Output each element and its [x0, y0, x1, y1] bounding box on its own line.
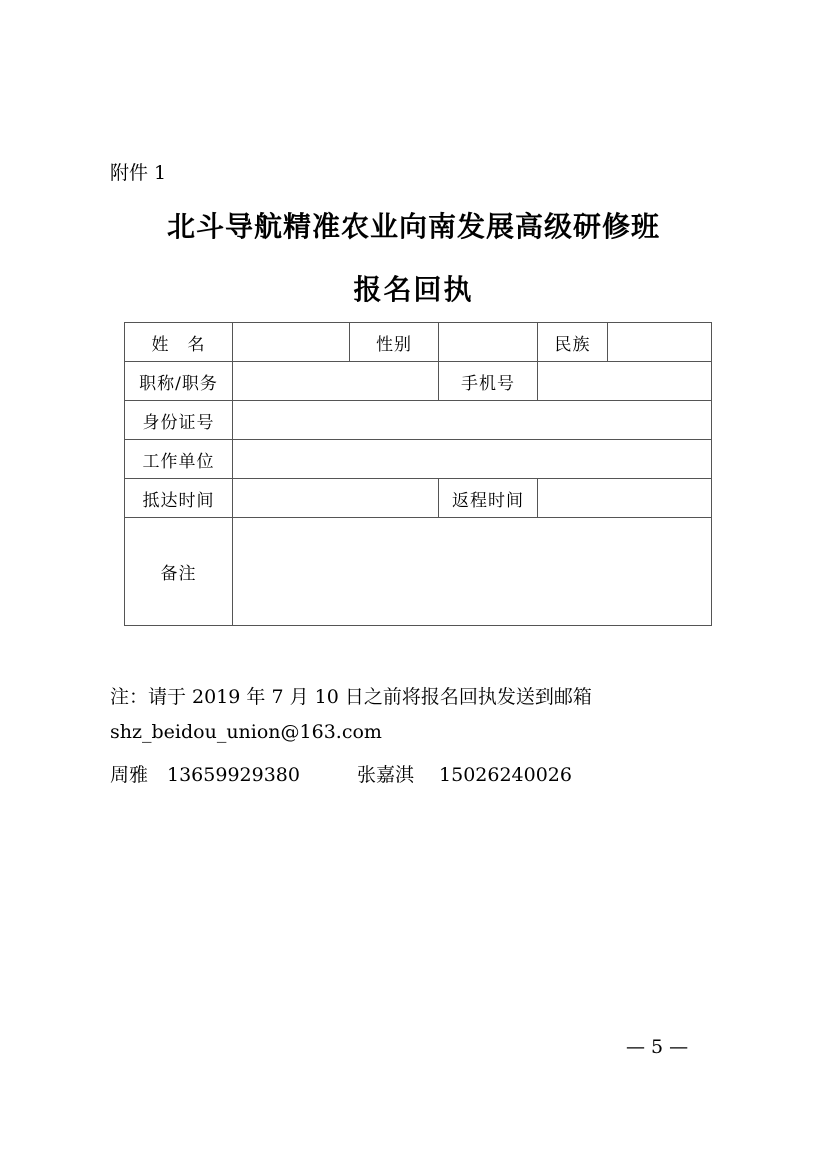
- arrival-field[interactable]: [233, 479, 439, 518]
- form-row-employer: [125, 440, 712, 479]
- registration-form: [124, 322, 712, 626]
- return-label: 返程时间: [439, 479, 538, 518]
- phone-field[interactable]: [538, 362, 712, 401]
- name-label: 姓 名: [125, 323, 233, 362]
- form-row-name: [125, 323, 712, 362]
- phone-label: 手机号: [439, 362, 538, 401]
- title-field[interactable]: [233, 362, 439, 401]
- ethnicity-label: 民族: [538, 323, 608, 362]
- return-field[interactable]: [538, 479, 712, 518]
- ethnicity-field[interactable]: [608, 323, 712, 362]
- form-row-id: [125, 401, 712, 440]
- id-field[interactable]: [233, 401, 712, 440]
- note-deadline: 注：请于 2019 年 7 月 10 日之前将报名回执发送到邮箱: [110, 686, 592, 708]
- arrival-label: 抵达时间: [125, 479, 233, 518]
- page-number: — 5 —: [626, 1036, 689, 1058]
- gender-label: 性别: [350, 323, 439, 362]
- note-email[interactable]: shz_beidou_union@163.com: [110, 721, 382, 743]
- remarks-field[interactable]: [233, 518, 712, 626]
- form-row-remarks: [125, 518, 712, 626]
- title-label: 职称/职务: [125, 362, 233, 401]
- employer-label: 工作单位: [125, 440, 233, 479]
- id-label: 身份证号: [125, 401, 233, 440]
- note-contacts: 周雅 13659929380 张嘉淇 15026240026: [110, 764, 572, 786]
- name-field[interactable]: [233, 323, 350, 362]
- page-title: 北斗导航精准农业向南发展高级研修班: [166, 210, 660, 243]
- form-row-dates: [125, 479, 712, 518]
- remarks-label: 备注: [125, 518, 233, 626]
- page-subtitle: 报名回执: [353, 273, 474, 306]
- gender-field[interactable]: [439, 323, 538, 362]
- employer-field[interactable]: [233, 440, 712, 479]
- form-row-title: [125, 362, 712, 401]
- attachment-label: 附件 1: [110, 162, 167, 184]
